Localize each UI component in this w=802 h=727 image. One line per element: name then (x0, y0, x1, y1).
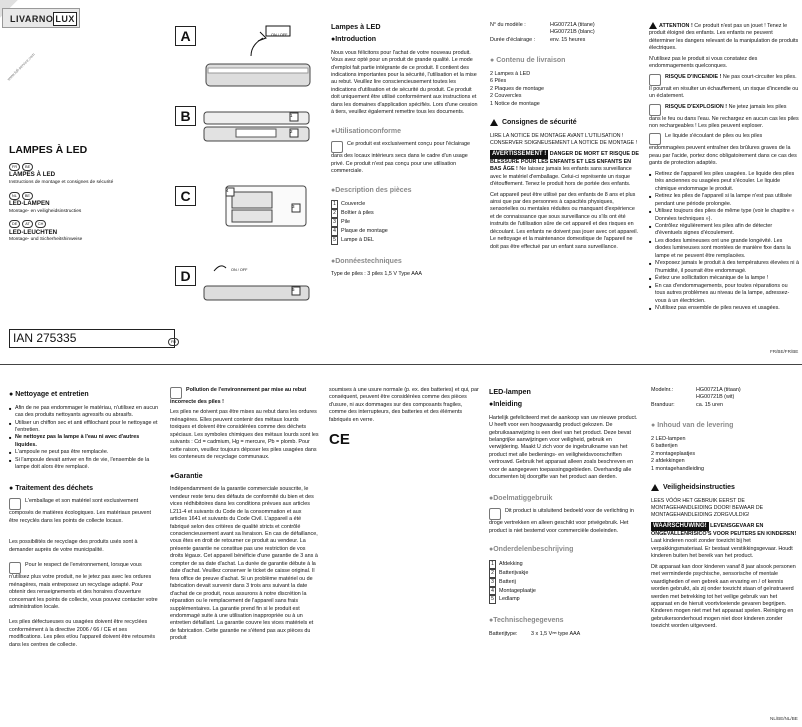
fig-d-switch-label: ON / OFF (231, 268, 248, 272)
fr-intro-heading: Introduction (335, 35, 377, 43)
flag-be-2: BE (22, 192, 33, 200)
nl-warning-badge: WAARSCHUWING! (653, 523, 707, 530)
fr-explosion-heading: RISQUE D'EXPLOSION ! (665, 103, 728, 110)
fig-b-num-2: 2 (290, 129, 293, 134)
clean-item: ■ L'ampoule ne peut pas être remplacée. (9, 449, 159, 456)
nl-duration-row: Branduur: ca. 15 uren (651, 401, 723, 408)
nl-title: LED-lampen (489, 387, 531, 396)
fr-warning-badge: AVERTISSEMENT ! (492, 151, 547, 158)
fire-icon (649, 74, 661, 86)
lang-fr (9, 163, 169, 187)
fr-children-text: Cet appareil peut être utilisé par des enfants de 8 ans et plus ainsi que par des personnes à capacités physiques, sensorielles ou mentales réduites ou manquant d'expérience et de connaissance que sous surveillance ou s'ils ont été instruits de l'utilisation sûre de cet appareil et des risques en découlant. Les enfants ne doivent pas jouer avec cet appareil. Le nettoyage et la maintenance domestique de l'appareil ne doit pas être effectué par un enfant sans surveillance. (490, 191, 639, 250)
clean-item: ■ Utiliser un chiffon sec et anti effilochant pour le nettoyage et l'entretien. (9, 420, 159, 435)
fig-d-num-5: 5 (292, 287, 295, 292)
flag-at: AT (22, 220, 33, 228)
fr-usage-text: Ce produit est exclusivement conçu pour l'éclairage dans des locaux intérieurs secs dans le cadre d'un usage privé. Ce produit n'est pas conçu pour une utilisation commerciale. (331, 141, 470, 175)
lang-de-title: LED-LEUCHTEN (9, 228, 58, 236)
nl-part-item: 1 Afdekking (489, 560, 639, 569)
page-divider (0, 364, 802, 365)
explosion-icon (649, 104, 661, 116)
nl-safety-heading: Veiligheidsinstructies (662, 484, 735, 492)
brand-url: www.lidl-service.com (6, 51, 36, 82)
figure-illustrations (196, 16, 318, 334)
guarantee-text-2: soumises à une usure normale (p. ex. des batteries) et qui, par conséquent, peuvent être considérées comme des pièces d'usure, ni aux dommages sur des composants fragiles, comme des interrupteurs, des batteries et des éléments fabriqués en verre. (329, 387, 479, 423)
fr-parts-heading: Description des pièces (335, 186, 412, 194)
home-icon-nl (489, 508, 501, 520)
delivery-item: 2 Plaques de montage (490, 85, 544, 92)
ian-flag-fr: FR (168, 338, 179, 346)
fr-fire-heading: RISQUE D'INCENDIE ! (665, 73, 722, 80)
fr-duration-row: Durée d'éclairage : env. 15 heures (490, 36, 586, 43)
fr-part-item: 2 Boîtier à piles (331, 209, 481, 218)
lang-nl-sub: Montage- en veiligheidsinstructies (9, 208, 82, 214)
fig-a-lamp (206, 26, 310, 86)
waste-text-4: Les piles défectueuses ou usagées doivent être recyclées conformément à la directive 2006 / 66 / CE et ses modifications. Les piles et/ou l'appareil doivent être retournés dans les centres de collecte. (9, 619, 156, 648)
clean-item: ■ Ne nettoyez pas la lampe à l'eau ni avec d'autres liquides. (9, 434, 159, 449)
nl-warning-block (651, 522, 799, 560)
delivery-item: 6 Piles (490, 78, 507, 85)
fr-tech-heading: Donnéestechniques (335, 257, 402, 265)
fig-b-num-1: 1 (290, 113, 293, 118)
fig-c-label: C (175, 186, 196, 206)
fr-warning-block (490, 150, 640, 188)
nl-model-row: Modelnr.: HG00721A (titaan) (651, 387, 741, 393)
nl-part-item: 4 Montageplaatje (489, 587, 639, 596)
nl-intro-text: Hartelijk gefeliciteerd met de aankoop van uw nieuwe product. U heeft voor een hoogwaardig product gekozen. De gebruiksaanwijzing is een deel van het product. Deze bevat belangrijke aanwijzingen voor veiligheid, gebruik en verwijdering. Maakt U zich voor de ingebruikname van het product met alle bedienings- en veiligheidsvoorschriften vertrouwd. Gebruik het apparaat alleen zoals beschreven en voor de aangegeven toepassingsgebieden. Overhandig alle documenten bij doorgifte van het product aan derden. (489, 414, 638, 481)
fr-delivery-list (490, 71, 640, 108)
flag-ch: CH (35, 220, 46, 228)
fr-attention-bullet: N'utilisez pas le produit si vous constatez des endommagements quelconques. (649, 55, 758, 70)
footer-fr: FR/BE/FR/BE (770, 349, 799, 354)
fr-bullet: ■ N'exposez jamais le produit à des températures élevées ni à l'humidité, il pourrait être endommagé. (649, 260, 799, 275)
recycle-icon (9, 498, 21, 510)
fr-attention-text: Ce produit n'est pas un jouet ! Tenez le produit éloigné des enfants. Les enfants ne peuvent déterminer les dangers relevant de la manipulation de produits électriques. (649, 22, 799, 52)
nl-safety-intro: LEES VÓÓR HET GEBRUIK EERST DE MONTAGEHANDLEIDING DOOR! BEWAAR DE MONTAGEHANDLEIDING ZORGVULDIG! (651, 497, 764, 519)
lang-nl-title: LED-LAMPEN (9, 200, 50, 208)
fr-battery-list (649, 171, 799, 313)
waste-text-3: Pour le respect de l'environnement, lorsque vous n'utilisez plus votre produit, ne le jetez pas avec les ordures ménagères, mais entreposez un recyclage adapté. Pour obtenir des renseignements et des horaires d'ouverture concernant les points de collecte, vous pouvez contacter votre administration locale. (9, 562, 158, 611)
fig-c-num-4: 4 (226, 188, 229, 193)
clean-item: ■ Afin de ne pas endommager le matériau, n'utilisez en aucun cas des produits nettoyants agressifs ou abrasifs. (9, 405, 159, 420)
nl-model-v2: HG00721B (wit) (696, 394, 735, 401)
delivery-item: 6 batterijen (651, 443, 678, 450)
nl-children-text: Dit apparaat kan door kinderen vanaf 8 jaar alsook personen met verminderde psychische, sensorische of mentale vaardigheden of een gebrek aan ervaring en / of kennis worden gebruikt, als zij onder toezicht staan of geïnstrueerd werden met betrekking tot het veilige gebruik van het apparaat en de hieruit voortvloeiende gevaren begrijpen. Kinderen mogen niet met het apparaat spelen. Reiniging en gebruikersonderhoud mogen niet door kinderen zonder toezicht worden uitgevoerd. (651, 563, 796, 630)
lang-nl (9, 192, 169, 216)
lang-fr-title: LAMPES À LED (9, 171, 56, 179)
fig-c-num-3: 3 (292, 204, 295, 209)
glove-icon (649, 133, 661, 145)
waste-text-2: Les possibilités de recyclage des produits usés sont à demander auprès de votre municipalité. (9, 539, 138, 553)
fig-a-label: A (175, 26, 196, 46)
nl-usage-text: Dit product is uitsluitend bedoeld voor de verlichting in droge vertrekken en alleen geschikt voor privégebruik. Het product is niet bestemd voor commerciële doeleinden. (489, 508, 634, 534)
fr-bullet: ■ Évitez une sollicitation mécanique de la lampe ! (649, 275, 799, 282)
nl-warning-danger: LEVENSGEVAAR EN ONGEVALLENRISICO'S VOOR PEUTERS EN KINDEREN! (651, 523, 797, 537)
fr-title: Lampes à LED (331, 22, 381, 31)
lang-fr-sub: Instructions de montage et consignes de sécurité (9, 180, 114, 185)
lang-de-sub: Montage- und Sicherheitshinweise (9, 237, 83, 243)
nl-tech-row: Batterijtype: 3 x 1,5 V⎓ type AAA (489, 631, 581, 637)
fig-b-label: B (175, 106, 196, 126)
brand-logo (10, 12, 77, 26)
clean-heading: Nettoyage et entretien (15, 391, 89, 398)
fr-part-item: 5 Lampe à DEL (331, 236, 481, 245)
fr-fire-text: Ne pas court-circuiter les piles. Il pourrait en résulter un échauffement, un risque d'incendie ou un éclatement. (649, 73, 799, 100)
fr-liquid-text: Le liquide s'écoulant de piles ou les piles endommagées peuvent entraîner des brûlures graves de la peau par l'acide, portez donc obligatoirement dans ce cas des gants de protection adaptés. (649, 133, 797, 167)
lang-de (9, 220, 169, 244)
waste-text-1: L'emballage et son matériel sont exclusivement composés de matières écologiques. Les matériaux peuvent être recyclés dans les points de collecte locaux. (9, 498, 152, 524)
delivery-item: 2 afdekkingen (651, 458, 685, 465)
fr-model-v2: HG00721B (blanc) (550, 29, 595, 36)
fr-part-item: 4 Plaque de montage (331, 227, 481, 236)
nl-usage-heading: Doelmatiggebruik (493, 494, 553, 502)
fr-bullet: ■ Les diodes lumineuses ont une grande longévité. Les diodes lumineuses sont montées de manière fixe dans la lampe et ne peuvent être remplacées. (649, 238, 799, 260)
nl-parts-heading: Onderdelenbeschrijving (493, 546, 574, 554)
flag-nl: NL (9, 192, 20, 200)
nl-part-item: 5 Ledlamp (489, 595, 639, 604)
fig-a-switch-label: ON / OFF (271, 33, 288, 37)
fr-bullet: ■ Retirez les piles de l'appareil si la lampe n'est pas utilisée pendant une période prolongée. (649, 193, 799, 208)
nl-delivery-list (651, 436, 799, 473)
flag-be: BE (22, 163, 33, 171)
clean-item: ■ Si l'ampoule devait arriver en fin de vie, l'ensemble de la lampe doit alors être remplacé. (9, 457, 159, 472)
delivery-item: 2 montageplaatjes (651, 450, 696, 457)
ce-mark: CE (329, 431, 350, 449)
fr-delivery-heading: Contenu de livraison (496, 57, 566, 65)
fr-warning-danger: DANGER DE MORT ET RISQUE DE BLESSURE POUR LES ENFANTS ET LES ENFANTS EN BAS ÂGE ! (490, 151, 639, 173)
fr-bullet: ■ N'utilisez pas ensemble de piles neuves et usagées. (649, 305, 799, 312)
pollution-text: Les piles ne doivent pas être mises au rebut dans les ordures ménagères. Elles peuvent contenir des métaux lourds toxiques et doivent être considérées comme des déchets spéciaux. Les symboles chimiques des métaux lourds sont les suivants : Cd = cadmium, Hg = mercure, Pb = plomb. Pour cette raison, veuillez toujours déposer les piles usagées dans les conteneurs de recyclage communaux. (170, 409, 319, 461)
delivery-item: 2 Lampes à LED (490, 71, 531, 78)
fr-bullet: ■ Retirez de l'appareil les piles usagées. Le liquide des piles très anciennes ou usagées peut s'écouler. Le liquide chimique endommage le produit. (649, 171, 799, 193)
delivery-item: 2 LED-lampen (651, 436, 686, 443)
warning-icon (490, 119, 498, 126)
nl-parts-list (489, 560, 639, 604)
fr-attention-heading: ATTENTION ! (659, 22, 693, 29)
home-icon (331, 141, 343, 153)
brand-lux: LUX (53, 12, 77, 26)
nl-intro-heading: Inleiding (493, 400, 523, 408)
cover-title: LAMPES À LED (9, 144, 88, 156)
fig-d-lamp (204, 266, 309, 300)
bin-icon (9, 562, 21, 574)
fr-part-item: 1 Couvercle (331, 200, 481, 209)
fr-usage-heading: Utilisationconforme (335, 127, 401, 135)
fr-model-row: N° du modèle : HG00721A (titane) (490, 22, 595, 28)
delivery-item: 2 Couvercles (490, 93, 522, 100)
footer-nl: NL/BE/NL/BE (770, 716, 798, 721)
nl-part-item: 3 Batterij (489, 578, 639, 587)
clean-list (9, 405, 159, 472)
battery-bin-icon (170, 387, 182, 399)
flag-de: DE (9, 220, 20, 228)
fr-warning-text: Ne laissez jamais les enfants sans surveillance avec le matériel d'emballage. Celui-ci représente un risque d'étouffement. Tenez le produit hors de portée des enfants. (490, 166, 632, 188)
flag-fr: FR (9, 163, 20, 171)
delivery-item: 1 Notice de montage (490, 100, 540, 107)
fr-safety-heading: Consignes de sécurité (501, 119, 577, 127)
fr-bullet: ■ En cas d'endommagements, pour toutes réparations ou tous autres problèmes au niveau de la lampe, adressez-vous à un électricien. (649, 283, 799, 305)
fr-bullet: ■ Contrôlez régulièrement les piles afin de détecter d'éventuels signes d'écoulement. (649, 223, 799, 238)
nl-warning-text: Laat kinderen nooit zonder toezicht bij het verpakkingsmateriaal. Er bestaat verstikkingsgevaar. Houdt kinderen buiten het bereik van het product. (651, 538, 793, 560)
waste-heading: Traitement des déchets (15, 484, 93, 492)
fr-intro-text: Nous vous félicitons pour l'achat de votre nouveau produit. Vous avez opté pour un produit de grande qualité. Le mode d'emploi fait partie intégrante de ce produit. Il contient des indications importantes pour la sécurité, l'utilisation et la mise au rebut. Veuillez lire consciencieusement toutes les indications d'utilisation et de sécurité du produit. Ce produit doit uniquement être utilisé conformément aux instructions et dans les domaines d'application spécifiés. Lors d'une cession à tiers, veuillez également remettre tous les documents. (331, 49, 478, 116)
guarantee-text: Indépendamment de la garantie commerciale souscrite, le vendeur reste tenu des défauts de conformité du bien et des vices rédhibitoires dans les conditions prévues aux articles L211-4 et suivants du Code de la consommation et aux articles 1641 et suivants du Code Civil. L'appareil a été fabriqué selon des critères de qualité stricts et contrôlé consciencieusement avant sa livraison. En cas de défaillance, vous êtes en droit de retourner ce produit au vendeur. La présente garantie ne constitue pas une restriction de vos droits légaux. Cet appareil bénéficie d'une garantie de 3 ans à compter de sa date d'achat. La durée de garantie débute à la date d'achat. Veuillez conserver le ticket de caisse original. Il fera office de preuve d'achat. Si un problème matériel ou de fabrication devait survenir dans 3 trois ans suivant la date d'achat de ce produit, nous assurons à notre discrétion la réparation ou le remplacement de l'appareil sans frais supplémentaires. La garantie prend fin si le produit est endommagé suite à une utilisation inappropriée ou à un entretien défaillant. La garantie couvre les vices matériels et de fabrication. Cette garantie ne s'étend pas aux pièces du produit (170, 486, 318, 642)
fr-explosion-text: Ne jetez jamais les piles dans le feu ou dans l'eau. Ne rechargez en aucun cas les piles non rechargeables ! Les piles peuvent exploser. (649, 103, 799, 129)
pollution-heading: Pollution de l'environnement par mise au rebut incorrecte des piles ! (170, 387, 307, 405)
ian-number: IAN 275335 (9, 329, 175, 348)
guarantee-heading: Garantie (174, 472, 203, 480)
nl-tech-heading: Technischegegevens (493, 617, 564, 625)
fr-tech-text: Type de piles : 3 piles 1,5 V Type AAA (331, 271, 422, 278)
attention-icon (649, 22, 657, 29)
fr-parts-list (331, 200, 481, 244)
brand-name: LIVARNO (10, 14, 54, 24)
fr-part-item: 3 Pile (331, 218, 481, 227)
delivery-item: 1 montagehandleiding (651, 465, 705, 472)
fig-d-label: D (175, 266, 196, 286)
fr-safety-intro: LIRE LA NOTICE DE MONTAGE AVANT L'UTILISATION ! CONSERVER SOIGNEUSEMENT LA NOTICE DE MONTAGE ! (490, 132, 638, 147)
fig-b-parts (204, 112, 309, 141)
fr-bullet: ■ Utilisez toujours des piles de même type (voir le chapitre « Données techniques »). (649, 208, 799, 223)
nl-part-item: 2 Batterijvakje (489, 569, 639, 578)
nl-delivery-heading: Inhoud van de levering (657, 422, 734, 430)
warning-icon-nl (651, 484, 659, 491)
